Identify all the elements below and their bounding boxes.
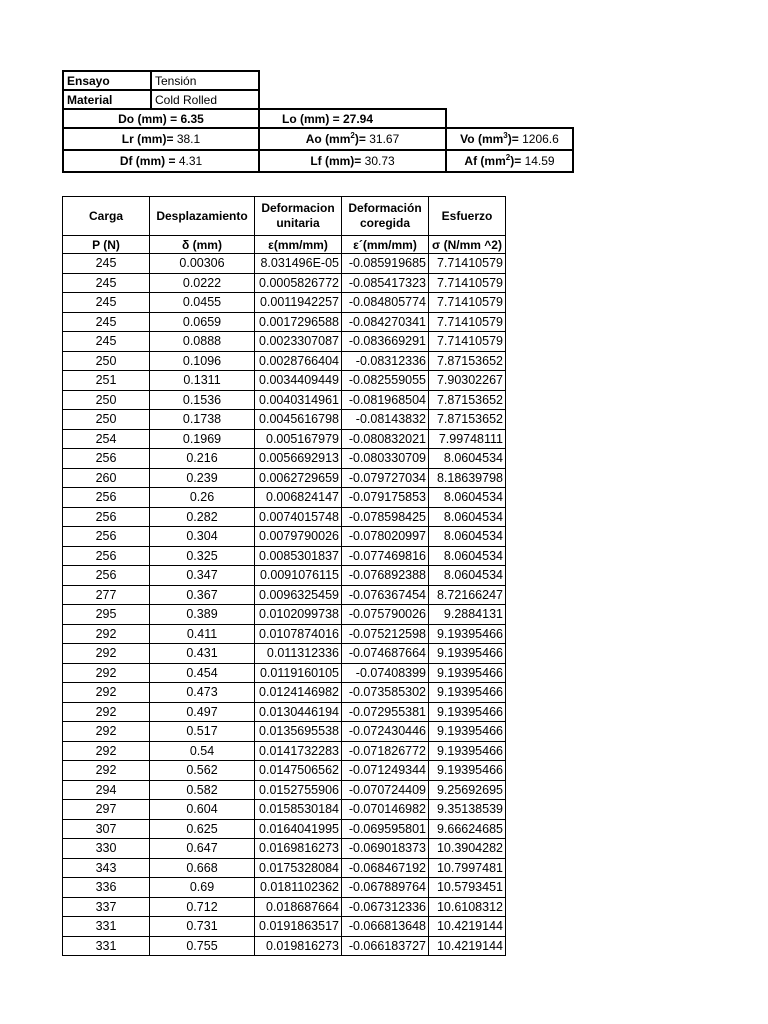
- cell-deformacion-unitaria: 0.0124146982: [255, 683, 342, 703]
- cell-carga: 256: [63, 527, 150, 547]
- lr-cell: Lr (mm)= 38.1: [63, 128, 259, 150]
- cell-deformacion-coregida: -0.068467192: [342, 858, 429, 878]
- cell-deformacion-coregida: -0.078598425: [342, 507, 429, 527]
- cell-deformacion-coregida: -0.076367454: [342, 585, 429, 605]
- cell-esfuerzo: 7.90302267: [429, 371, 506, 391]
- cell-deformacion-coregida: -0.071826772: [342, 741, 429, 761]
- cell-esfuerzo: 9.19395466: [429, 663, 506, 683]
- cell-carga: 331: [63, 917, 150, 937]
- cell-deformacion-coregida: -0.080832021: [342, 429, 429, 449]
- cell-deformacion-unitaria: 0.0141732283: [255, 741, 342, 761]
- cell-deformacion-unitaria: 0.0164041995: [255, 819, 342, 839]
- table-row: [63, 819, 506, 839]
- header-deformacion-unitaria: Deformacion unitaria: [255, 197, 342, 236]
- cell-deformacion-coregida: -0.066183727: [342, 936, 429, 956]
- cell-carga: 256: [63, 546, 150, 566]
- table-row: [63, 702, 506, 722]
- cell-deformacion-coregida: -0.075790026: [342, 605, 429, 625]
- cell-esfuerzo: 7.71410579: [429, 332, 506, 352]
- cell-deformacion-unitaria: 0.018687664: [255, 897, 342, 917]
- data-table: [62, 196, 506, 956]
- cell-carga: 292: [63, 644, 150, 664]
- table-row: [63, 390, 506, 410]
- cell-carga: 292: [63, 624, 150, 644]
- vo-cell: Vo $(mm^3)= 1206.6$: [446, 128, 573, 150]
- cell-deformacion-unitaria: 0.0017296588: [255, 312, 342, 332]
- header-esfuerzo: Esfuerzo: [429, 197, 506, 236]
- cell-carga: 292: [63, 702, 150, 722]
- cell-deformacion-unitaria: 0.0062729659: [255, 468, 342, 488]
- cell-deformacion-unitaria: 8.031496E-05: [255, 254, 342, 274]
- material-label: Material: [63, 90, 151, 109]
- table-row: [63, 351, 506, 371]
- cell-deformacion-coregida: -0.079727034: [342, 468, 429, 488]
- cell-deformacion-coregida: -0.075212598: [342, 624, 429, 644]
- cell-deformacion-unitaria: 0.0147506562: [255, 761, 342, 781]
- cell-deformacion-unitaria: 0.006824147: [255, 488, 342, 508]
- table-row: [63, 332, 506, 352]
- table-row: [63, 585, 506, 605]
- table-row: [63, 312, 506, 332]
- cell-esfuerzo: 7.71410579: [429, 293, 506, 313]
- table-row: [63, 917, 506, 937]
- cell-desplazamiento: 0.00306: [150, 254, 255, 274]
- cell-deformacion-unitaria: 0.0079790026: [255, 527, 342, 547]
- table-row: [63, 293, 506, 313]
- cell-deformacion-unitaria: 0.0169816273: [255, 839, 342, 859]
- cell-desplazamiento: 0.282: [150, 507, 255, 527]
- cell-esfuerzo: 8.72166247: [429, 585, 506, 605]
- cell-deformacion-unitaria: 0.0028766404: [255, 351, 342, 371]
- cell-carga: 245: [63, 273, 150, 293]
- cell-esfuerzo: 7.71410579: [429, 273, 506, 293]
- cell-deformacion-unitaria: 0.0005826772: [255, 273, 342, 293]
- cell-esfuerzo: 8.0604534: [429, 546, 506, 566]
- table-row: [63, 761, 506, 781]
- cell-deformacion-unitaria: 0.0056692913: [255, 449, 342, 469]
- cell-esfuerzo: 7.87153652: [429, 390, 506, 410]
- cell-desplazamiento: 0.431: [150, 644, 255, 664]
- cell-esfuerzo: 7.71410579: [429, 254, 506, 274]
- cell-carga: 297: [63, 800, 150, 820]
- cell-deformacion-unitaria: 0.019816273: [255, 936, 342, 956]
- cell-deformacion-unitaria: 0.011312336: [255, 644, 342, 664]
- cell-carga: 292: [63, 663, 150, 683]
- ao-cell: Ao $(mm^2)= 31.67$: [259, 128, 446, 150]
- cell-deformacion-coregida: -0.071249344: [342, 761, 429, 781]
- cell-deformacion-unitaria: 0.0107874016: [255, 624, 342, 644]
- cell-desplazamiento: 0.454: [150, 663, 255, 683]
- cell-esfuerzo: 9.35138539: [429, 800, 506, 820]
- cell-esfuerzo: 9.19395466: [429, 644, 506, 664]
- df-cell: Df (mm) = 4.31: [63, 150, 259, 172]
- cell-deformacion-coregida: -0.070146982: [342, 800, 429, 820]
- cell-deformacion-coregida: -0.067312336: [342, 897, 429, 917]
- table-row: [63, 936, 506, 956]
- cell-carga: 250: [63, 390, 150, 410]
- cell-esfuerzo: 7.71410579: [429, 312, 506, 332]
- cell-carga: 292: [63, 741, 150, 761]
- cell-desplazamiento: 0.304: [150, 527, 255, 547]
- cell-desplazamiento: 0.625: [150, 819, 255, 839]
- table-row: [63, 644, 506, 664]
- cell-carga: 245: [63, 312, 150, 332]
- cell-desplazamiento: 0.411: [150, 624, 255, 644]
- cell-esfuerzo: 10.4219144: [429, 917, 506, 937]
- cell-carga: 245: [63, 332, 150, 352]
- ensayo-label: Ensayo: [63, 71, 151, 90]
- cell-deformacion-coregida: -0.066813648: [342, 917, 429, 937]
- cell-deformacion-unitaria: 0.0011942257: [255, 293, 342, 313]
- cell-desplazamiento: 0.582: [150, 780, 255, 800]
- cell-carga: 256: [63, 566, 150, 586]
- cell-deformacion-coregida: -0.069595801: [342, 819, 429, 839]
- cell-desplazamiento: 0.0888: [150, 332, 255, 352]
- table-row: [63, 507, 506, 527]
- cell-esfuerzo: 8.18639798: [429, 468, 506, 488]
- table-row: [63, 449, 506, 469]
- lo-cell: Lo (mm) = 27.94: [259, 109, 446, 128]
- af-cell: Af $(mm^2)= 14.59$: [446, 150, 573, 172]
- cell-esfuerzo: 9.19395466: [429, 702, 506, 722]
- cell-esfuerzo: 7.87153652: [429, 410, 506, 430]
- cell-deformacion-unitaria: 0.0096325459: [255, 585, 342, 605]
- cell-deformacion-coregida: -0.067889764: [342, 878, 429, 898]
- cell-deformacion-unitaria: 0.0045616798: [255, 410, 342, 430]
- cell-desplazamiento: 0.0659: [150, 312, 255, 332]
- cell-desplazamiento: 0.497: [150, 702, 255, 722]
- cell-desplazamiento: 0.69: [150, 878, 255, 898]
- cell-esfuerzo: 10.3904282: [429, 839, 506, 859]
- header-desplazamiento: Desplazamiento: [150, 197, 255, 236]
- table-row: [63, 273, 506, 293]
- do-cell: Do (mm) = 6.35: [63, 109, 259, 128]
- table-row: [63, 878, 506, 898]
- cell-carga: 277: [63, 585, 150, 605]
- cell-deformacion-unitaria: 0.0119160105: [255, 663, 342, 683]
- cell-esfuerzo: 8.0604534: [429, 449, 506, 469]
- cell-deformacion-coregida: -0.074687664: [342, 644, 429, 664]
- cell-desplazamiento: 0.216: [150, 449, 255, 469]
- table-row: [63, 429, 506, 449]
- cell-deformacion-coregida: -0.085417323: [342, 273, 429, 293]
- cell-carga: 336: [63, 878, 150, 898]
- cell-desplazamiento: 0.1738: [150, 410, 255, 430]
- cell-deformacion-unitaria: 0.0130446194: [255, 702, 342, 722]
- cell-carga: 294: [63, 780, 150, 800]
- table-row: [63, 663, 506, 683]
- cell-deformacion-coregida: -0.073585302: [342, 683, 429, 703]
- table-row: [63, 683, 506, 703]
- table-row: [63, 371, 506, 391]
- cell-esfuerzo: 9.66624685: [429, 819, 506, 839]
- cell-carga: 254: [63, 429, 150, 449]
- cell-desplazamiento: 0.1311: [150, 371, 255, 391]
- table-row: [63, 839, 506, 859]
- cell-desplazamiento: 0.473: [150, 683, 255, 703]
- cell-deformacion-unitaria: 0.0085301837: [255, 546, 342, 566]
- ensayo-value: Tensión: [151, 71, 259, 90]
- cell-desplazamiento: 0.517: [150, 722, 255, 742]
- cell-desplazamiento: 0.347: [150, 566, 255, 586]
- cell-carga: 245: [63, 293, 150, 313]
- cell-deformacion-coregida: -0.069018373: [342, 839, 429, 859]
- cell-desplazamiento: 0.731: [150, 917, 255, 937]
- cell-carga: 307: [63, 819, 150, 839]
- cell-deformacion-coregida: -0.082559055: [342, 371, 429, 391]
- cell-deformacion-unitaria: 0.0152755906: [255, 780, 342, 800]
- table-row: [63, 624, 506, 644]
- material-value: Cold Rolled: [151, 90, 259, 109]
- cell-desplazamiento: 0.0222: [150, 273, 255, 293]
- table-row: [63, 780, 506, 800]
- cell-carga: 330: [63, 839, 150, 859]
- cell-desplazamiento: 0.26: [150, 488, 255, 508]
- cell-esfuerzo: 7.99748111: [429, 429, 506, 449]
- cell-deformacion-coregida: -0.080330709: [342, 449, 429, 469]
- cell-esfuerzo: 7.87153652: [429, 351, 506, 371]
- cell-deformacion-coregida: -0.085919685: [342, 254, 429, 274]
- unit-esfuerzo: σ (N/mm ^2): [429, 236, 506, 254]
- cell-esfuerzo: 10.7997481: [429, 858, 506, 878]
- cell-desplazamiento: 0.325: [150, 546, 255, 566]
- cell-desplazamiento: 0.1969: [150, 429, 255, 449]
- cell-desplazamiento: 0.647: [150, 839, 255, 859]
- table-row: [63, 410, 506, 430]
- cell-deformacion-coregida: -0.070724409: [342, 780, 429, 800]
- cell-deformacion-coregida: -0.08143832: [342, 410, 429, 430]
- table-row: [63, 897, 506, 917]
- table-row: [63, 800, 506, 820]
- cell-deformacion-coregida: -0.077469816: [342, 546, 429, 566]
- cell-esfuerzo: 8.0604534: [429, 488, 506, 508]
- cell-desplazamiento: 0.389: [150, 605, 255, 625]
- cell-carga: 256: [63, 488, 150, 508]
- cell-deformacion-coregida: -0.084270341: [342, 312, 429, 332]
- cell-deformacion-coregida: -0.083669291: [342, 332, 429, 352]
- cell-carga: 337: [63, 897, 150, 917]
- table-row: [63, 546, 506, 566]
- cell-deformacion-unitaria: 0.0158530184: [255, 800, 342, 820]
- unit-carga: P (N): [63, 236, 150, 254]
- cell-carga: 295: [63, 605, 150, 625]
- cell-desplazamiento: 0.367: [150, 585, 255, 605]
- cell-deformacion-coregida: -0.07408399: [342, 663, 429, 683]
- cell-carga: 292: [63, 683, 150, 703]
- cell-desplazamiento: 0.1096: [150, 351, 255, 371]
- cell-esfuerzo: 8.0604534: [429, 566, 506, 586]
- cell-deformacion-unitaria: 0.0135695538: [255, 722, 342, 742]
- cell-deformacion-coregida: -0.079175853: [342, 488, 429, 508]
- cell-desplazamiento: 0.712: [150, 897, 255, 917]
- table-row: [63, 722, 506, 742]
- cell-esfuerzo: 9.2884131: [429, 605, 506, 625]
- cell-deformacion-coregida: -0.078020997: [342, 527, 429, 547]
- cell-carga: 260: [63, 468, 150, 488]
- cell-carga: 245: [63, 254, 150, 274]
- cell-desplazamiento: 0.1536: [150, 390, 255, 410]
- cell-desplazamiento: 0.0455: [150, 293, 255, 313]
- table-row: [63, 254, 506, 274]
- table-body: [63, 254, 506, 956]
- cell-esfuerzo: 10.4219144: [429, 936, 506, 956]
- unit-deformacion-unitaria: ε(mm/mm): [255, 236, 342, 254]
- cell-deformacion-coregida: -0.081968504: [342, 390, 429, 410]
- cell-deformacion-unitaria: 0.005167979: [255, 429, 342, 449]
- cell-deformacion-unitaria: 0.0175328084: [255, 858, 342, 878]
- unit-deformacion-coregida: ε´(mm/mm): [342, 236, 429, 254]
- table-row: [63, 858, 506, 878]
- cell-deformacion-unitaria: 0.0034409449: [255, 371, 342, 391]
- cell-deformacion-unitaria: 0.0074015748: [255, 507, 342, 527]
- cell-desplazamiento: 0.755: [150, 936, 255, 956]
- cell-deformacion-unitaria: 0.0023307087: [255, 332, 342, 352]
- cell-esfuerzo: 10.5793451: [429, 878, 506, 898]
- cell-esfuerzo: 8.0604534: [429, 527, 506, 547]
- cell-deformacion-coregida: -0.072430446: [342, 722, 429, 742]
- header-carga: Carga: [63, 197, 150, 236]
- cell-desplazamiento: 0.562: [150, 761, 255, 781]
- cell-desplazamiento: 0.668: [150, 858, 255, 878]
- cell-esfuerzo: 8.0604534: [429, 507, 506, 527]
- table-row: [63, 741, 506, 761]
- cell-esfuerzo: 10.6108312: [429, 897, 506, 917]
- cell-esfuerzo: 9.19395466: [429, 722, 506, 742]
- cell-desplazamiento: 0.54: [150, 741, 255, 761]
- header-deformacion-coregida: Deformación coregida: [342, 197, 429, 236]
- cell-carga: 250: [63, 351, 150, 371]
- cell-deformacion-coregida: -0.08312336: [342, 351, 429, 371]
- cell-carga: 251: [63, 371, 150, 391]
- cell-esfuerzo: 9.25692695: [429, 780, 506, 800]
- cell-deformacion-coregida: -0.072955381: [342, 702, 429, 722]
- cell-deformacion-unitaria: 0.0040314961: [255, 390, 342, 410]
- table-row: [63, 605, 506, 625]
- cell-deformacion-unitaria: 0.0091076115: [255, 566, 342, 586]
- cell-carga: 331: [63, 936, 150, 956]
- cell-desplazamiento: 0.604: [150, 800, 255, 820]
- cell-carga: 250: [63, 410, 150, 430]
- cell-carga: 256: [63, 449, 150, 469]
- cell-deformacion-unitaria: 0.0181102362: [255, 878, 342, 898]
- cell-deformacion-unitaria: 0.0191863517: [255, 917, 342, 937]
- test-info-table: [62, 70, 574, 173]
- cell-esfuerzo: 9.19395466: [429, 741, 506, 761]
- cell-carga: 343: [63, 858, 150, 878]
- lf-cell: Lf (mm)= 30.73: [259, 150, 446, 172]
- cell-esfuerzo: 9.19395466: [429, 761, 506, 781]
- cell-deformacion-coregida: -0.084805774: [342, 293, 429, 313]
- cell-deformacion-unitaria: 0.0102099738: [255, 605, 342, 625]
- cell-esfuerzo: 9.19395466: [429, 683, 506, 703]
- cell-deformacion-coregida: -0.076892388: [342, 566, 429, 586]
- table-row: [63, 488, 506, 508]
- table-row: [63, 527, 506, 547]
- cell-desplazamiento: 0.239: [150, 468, 255, 488]
- cell-esfuerzo: 9.19395466: [429, 624, 506, 644]
- cell-carga: 292: [63, 761, 150, 781]
- table-row: [63, 566, 506, 586]
- cell-carga: 256: [63, 507, 150, 527]
- table-row: [63, 468, 506, 488]
- cell-carga: 292: [63, 722, 150, 742]
- unit-desplazamiento: δ (mm): [150, 236, 255, 254]
